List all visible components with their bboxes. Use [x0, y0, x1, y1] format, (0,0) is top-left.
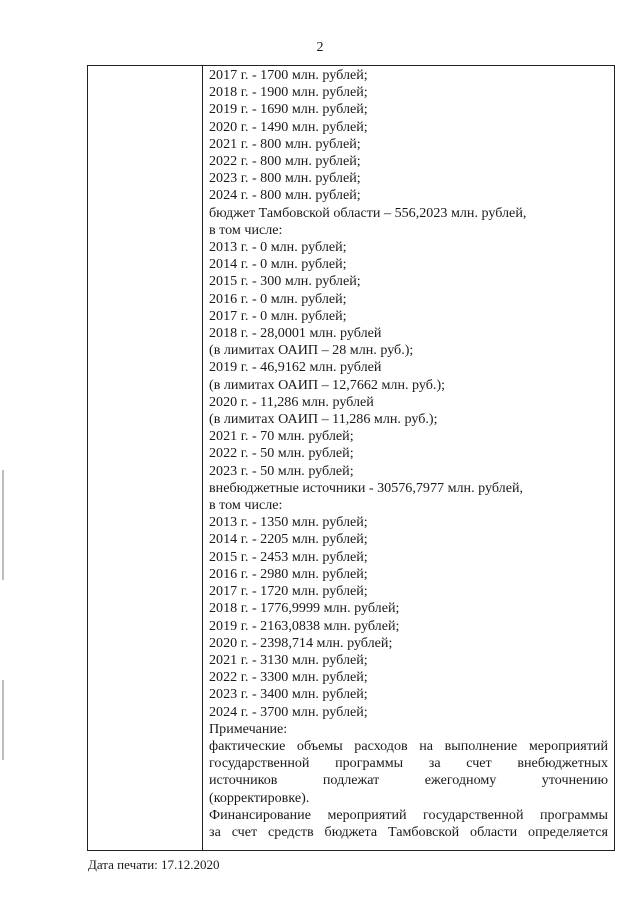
- text-line: Финансирование мероприятий государственной программы: [209, 806, 608, 823]
- text-line: 2020 г. - 2398,714 млн. рублей;: [209, 634, 393, 651]
- text-line: 2019 г. - 1690 млн. рублей;: [209, 101, 368, 118]
- funding-table: [87, 65, 615, 851]
- text-line: 2018 г. - 1776,9999 млн. рублей;: [209, 600, 400, 617]
- text-line: внебюджетные источники - 30576,7977 млн. рублей,: [209, 479, 524, 496]
- print-date-footer: Дата печати: 17.12.2020: [88, 857, 220, 872]
- text-line: 2013 г. - 0 млн. рублей;: [209, 239, 347, 256]
- text-line: 2014 г. - 0 млн. рублей;: [209, 256, 347, 273]
- text-line: 2016 г. - 2980 млн. рублей;: [209, 565, 368, 582]
- text-line: 2024 г. - 3700 млн. рублей;: [209, 703, 368, 720]
- scan-margin-mark: [2, 470, 4, 580]
- text-line: 2022 г. - 50 млн. рублей;: [209, 445, 354, 462]
- text-line: 2019 г. - 2163,0838 млн. рублей;: [209, 617, 400, 634]
- text-line: в том числе:: [209, 497, 283, 514]
- text-line: 2017 г. - 1720 млн. рублей;: [209, 583, 368, 600]
- text-line: (корректировке).: [209, 789, 310, 806]
- text-line: 2019 г. - 46,9162 млн. рублей: [209, 359, 382, 376]
- text-line: 2016 г. - 0 млн. рублей;: [209, 290, 347, 307]
- text-line: государственной программы за счет внебюджетных: [209, 755, 608, 772]
- page-number: 2: [316, 40, 324, 55]
- text-line: 2014 г. - 2205 млн. рублей;: [209, 531, 368, 548]
- text-line: Примечание:: [209, 720, 288, 737]
- text-line: 2023 г. - 50 млн. рублей;: [209, 462, 354, 479]
- text-line: 2021 г. - 3130 млн. рублей;: [209, 651, 368, 668]
- text-line: за счет средств бюджета Тамбовской области определяется: [209, 823, 608, 840]
- text-line: бюджет Тамбовской области – 556,2023 млн. рублей,: [209, 204, 527, 221]
- text-line: 2023 г. - 3400 млн. рублей;: [209, 686, 368, 703]
- text-line: (в лимитах ОАИП – 28 млн. руб.);: [209, 342, 414, 359]
- text-line: 2020 г. - 11,286 млн. рублей: [209, 393, 374, 410]
- text-line: 2020 г. - 1490 млн. рублей;: [209, 118, 368, 135]
- text-line: 2022 г. - 3300 млн. рублей;: [209, 669, 368, 686]
- text-line: фактические объемы расходов на выполнение мероприятий: [209, 737, 608, 754]
- text-line: 2017 г. - 0 млн. рублей;: [209, 307, 347, 324]
- text-line: 2022 г. - 800 млн. рублей;: [209, 153, 361, 170]
- text-line: (в лимитах ОАИП – 11,286 млн. руб.);: [209, 411, 438, 428]
- column-divider: [202, 66, 203, 850]
- text-line: 2021 г. - 70 млн. рублей;: [209, 428, 354, 445]
- text-line: 2013 г. - 1350 млн. рублей;: [209, 514, 368, 531]
- funding-details-cell: [209, 67, 608, 841]
- text-line: 2018 г. - 28,0001 млн. рублей: [209, 325, 382, 342]
- text-line: 2018 г. - 1900 млн. рублей;: [209, 84, 368, 101]
- text-line: 2015 г. - 2453 млн. рублей;: [209, 548, 368, 565]
- text-line: 2021 г. - 800 млн. рублей;: [209, 135, 361, 152]
- text-line: (в лимитах ОАИП – 12,7662 млн. руб.);: [209, 376, 446, 393]
- text-line: источников подлежат ежегодному уточнению: [209, 772, 608, 789]
- text-line: 2024 г. - 800 млн. рублей;: [209, 187, 361, 204]
- scan-margin-mark: [2, 680, 4, 760]
- text-line: 2023 г. - 800 млн. рублей;: [209, 170, 361, 187]
- text-line: в том числе:: [209, 221, 283, 238]
- text-line: 2015 г. - 300 млн. рублей;: [209, 273, 361, 290]
- text-line: 2017 г. - 1700 млн. рублей;: [209, 67, 368, 83]
